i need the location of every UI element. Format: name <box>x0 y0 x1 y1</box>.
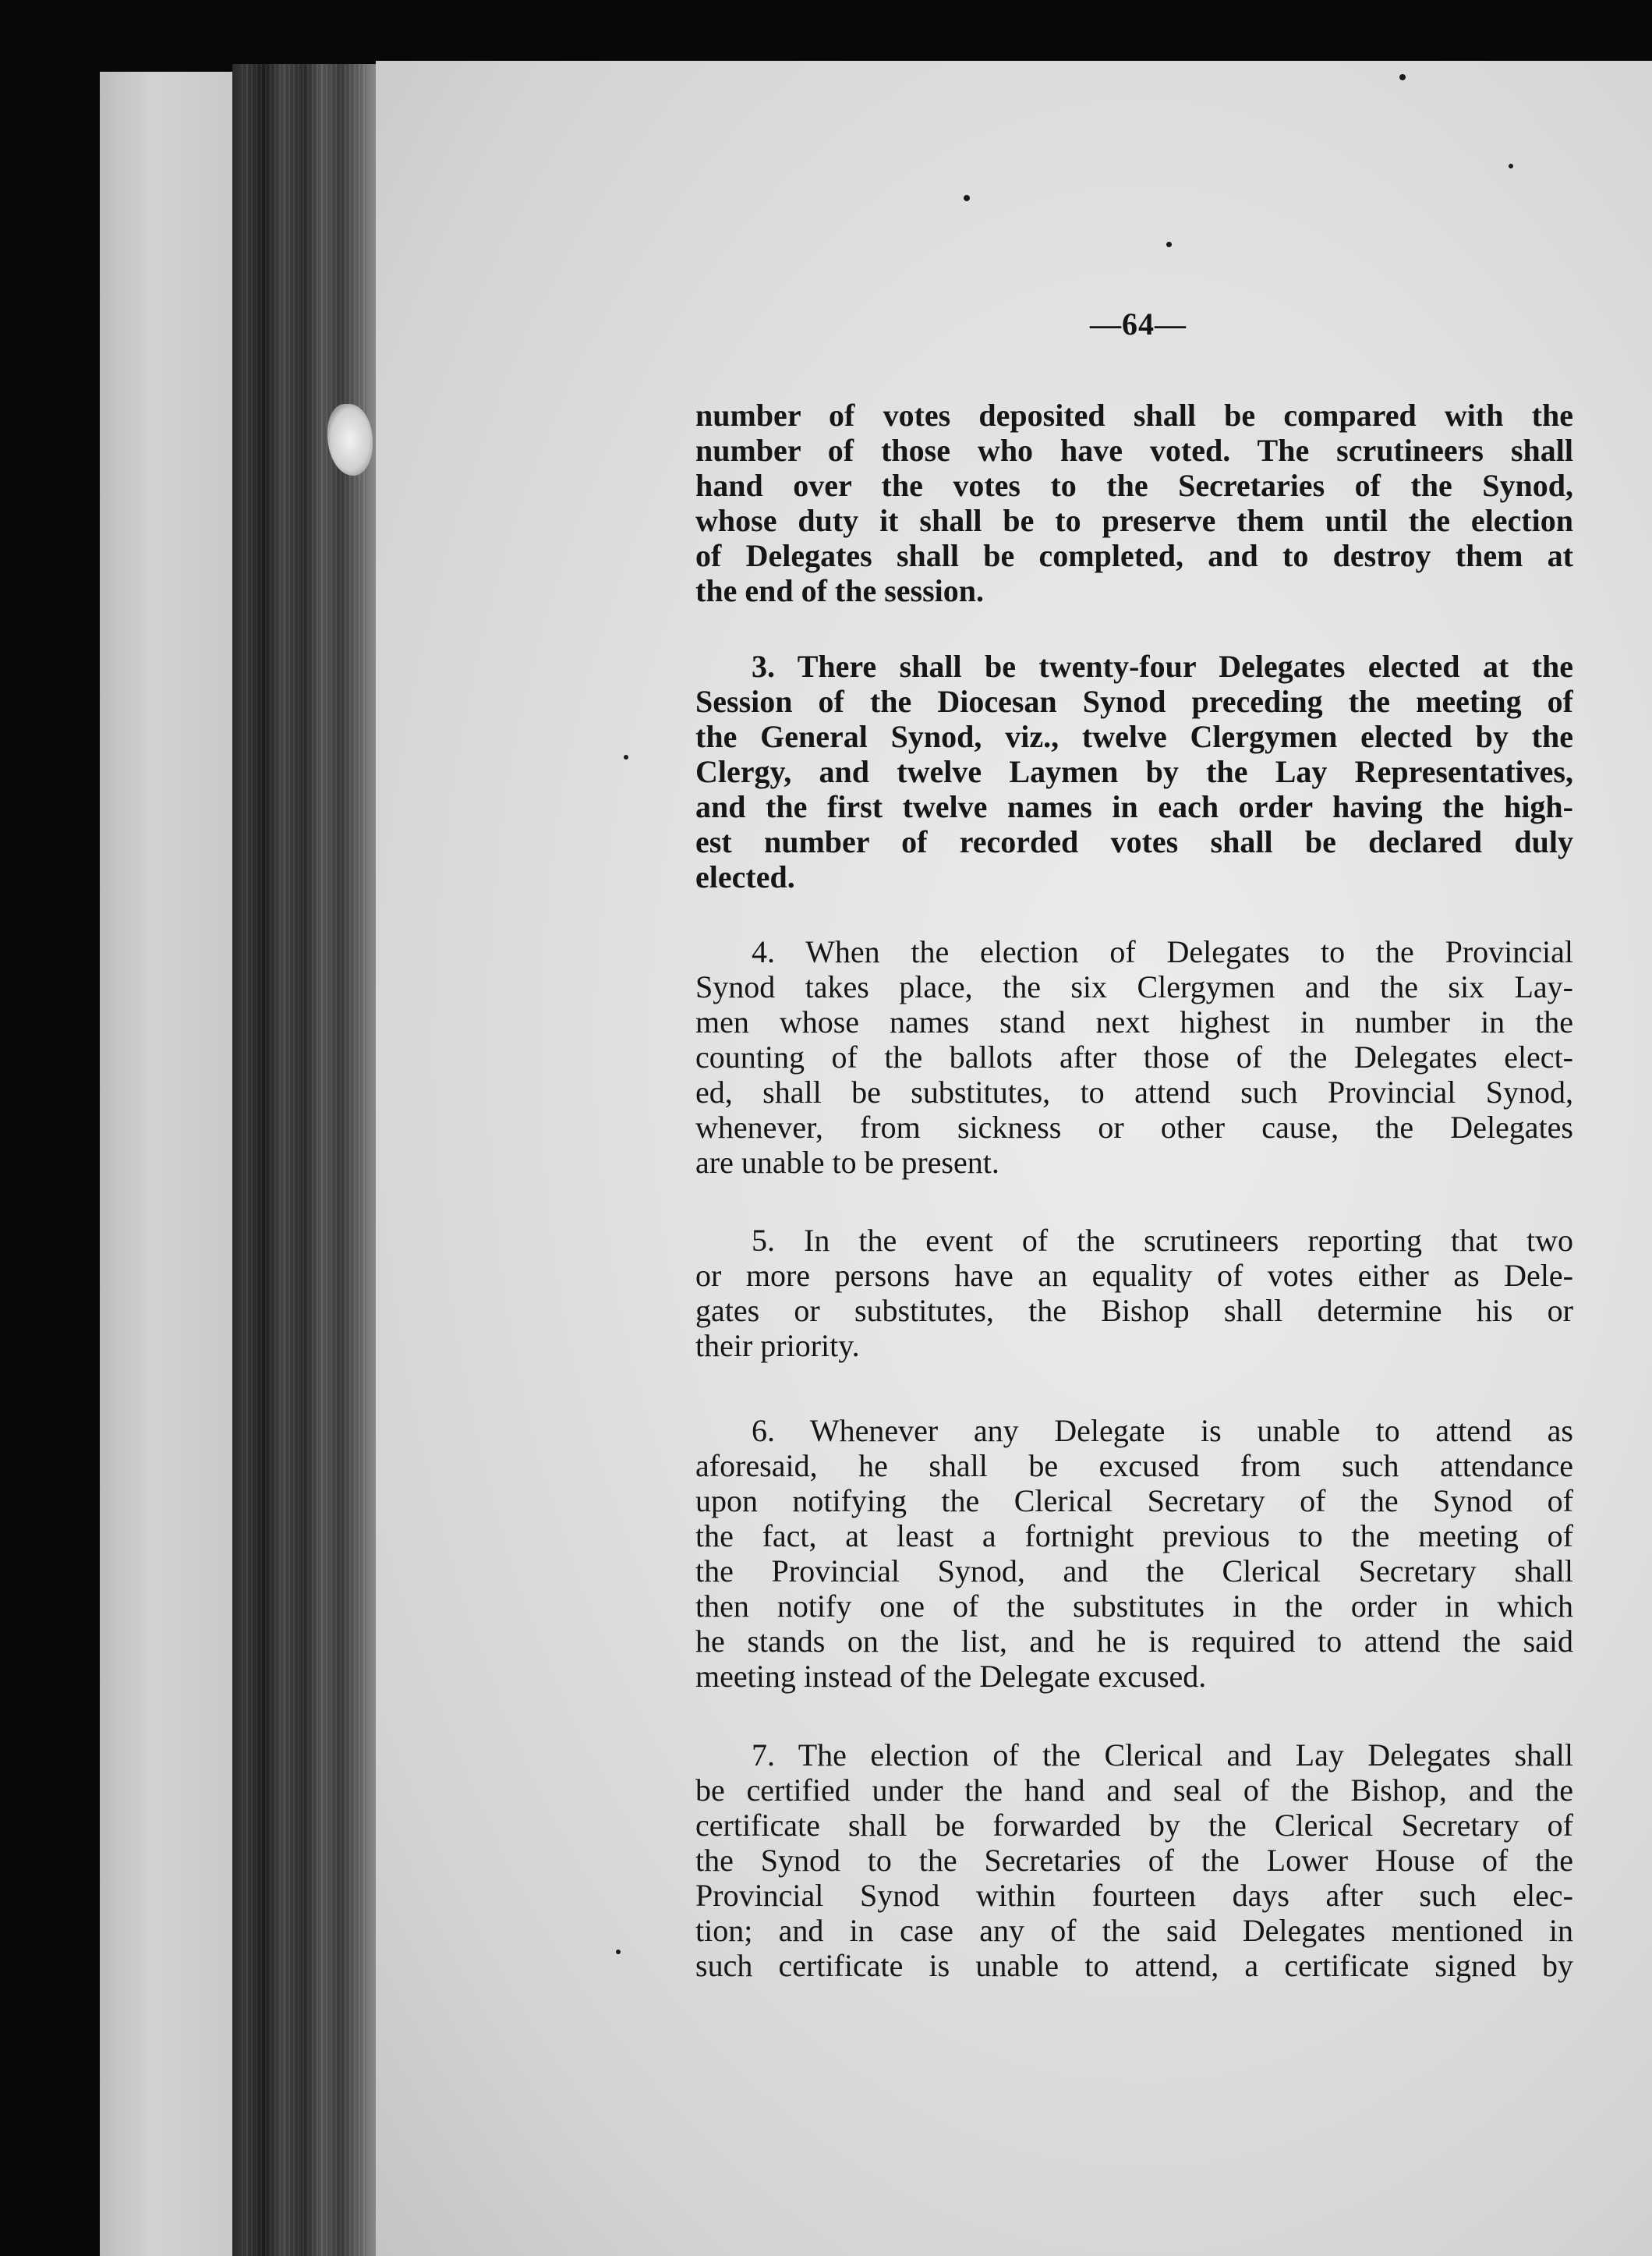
text-line: est number of recorded votes shall be declared duly <box>695 824 1573 859</box>
text-line: are unable to be present. <box>695 1145 999 1180</box>
text-line: aforesaid, he shall be excused from such attendance <box>695 1448 1573 1483</box>
text-line: men whose names stand next highest in number in the <box>695 1004 1573 1039</box>
dust-speck <box>624 755 628 760</box>
text-line: 7. The election of the Clerical and Lay Delegates shall <box>752 1737 1573 1773</box>
text-line: elected. <box>695 859 795 894</box>
text-line: number of votes deposited shall be compared with the <box>695 398 1573 433</box>
text-line: such certificate is unable to attend, a certificate signed by <box>695 1948 1573 1983</box>
page-number: —64— <box>1090 306 1187 342</box>
dust-speck <box>1399 74 1406 80</box>
text-line: the fact, at least a fortnight previous to the meeting of <box>695 1518 1573 1553</box>
text-line: Provincial Synod within fourteen days after such elec- <box>695 1878 1573 1913</box>
text-line: be certified under the hand and seal of the Bishop, and the <box>695 1773 1573 1808</box>
film-margin-strip <box>100 72 234 2256</box>
text-line: of Delegates shall be completed, and to destroy them at <box>695 538 1573 573</box>
text-line: whose duty it shall be to preserve them until the election <box>695 503 1573 538</box>
text-line: certificate shall be forwarded by the Clerical Secretary of <box>695 1808 1573 1843</box>
dust-speck <box>1509 164 1513 168</box>
text-line: 6. Whenever any Delegate is unable to attend as <box>752 1413 1573 1448</box>
text-line: 4. When the election of Delegates to the Provincial <box>752 934 1573 969</box>
paragraph-3 <box>695 649 1573 894</box>
text-line: hand over the votes to the Secretaries of the Synod, <box>695 468 1573 503</box>
dust-speck <box>964 195 970 201</box>
text-line: then notify one of the substitutes in the order in which <box>695 1588 1573 1624</box>
text-line: 3. There shall be twenty-four Delegates elected at the <box>752 649 1573 684</box>
paragraph-5 <box>695 1223 1573 1363</box>
text-line: Clergy, and twelve Laymen by the Lay Representatives, <box>695 754 1573 789</box>
text-line: 5. In the event of the scrutineers reporting that two <box>752 1223 1573 1258</box>
dust-speck <box>616 1950 621 1954</box>
paragraph-7 <box>695 1737 1573 1983</box>
paragraph-continuation <box>695 398 1573 608</box>
text-line: ed, shall be substitutes, to attend such Provincial Synod, <box>695 1075 1573 1110</box>
text-line: he stands on the list, and he is required to attend the said <box>695 1624 1573 1659</box>
text-line: number of those who have voted. The scrutineers shall <box>695 433 1573 468</box>
paragraph-6 <box>695 1413 1573 1694</box>
text-line: and the first twelve names in each order having the high- <box>695 789 1573 824</box>
text-line: Session of the Diocesan Synod preceding the meeting of <box>695 684 1573 719</box>
text-line: Synod takes place, the six Clergymen and the six Lay- <box>695 969 1573 1004</box>
text-line: meeting instead of the Delegate excused. <box>695 1659 1207 1694</box>
text-line: whenever, from sickness or other cause, the Delegates <box>695 1110 1573 1145</box>
paragraph-4 <box>695 934 1573 1180</box>
text-line: tion; and in case any of the said Delegates mentioned in <box>695 1913 1573 1948</box>
text-line: the end of the session. <box>695 573 985 608</box>
text-line: counting of the ballots after those of the Delegates elect- <box>695 1039 1573 1075</box>
text-line: upon notifying the Clerical Secretary of the Synod of <box>695 1483 1573 1518</box>
gutter-texture <box>242 64 366 2256</box>
text-line: gates or substitutes, the Bishop shall determine his or <box>695 1293 1573 1328</box>
text-line: the General Synod, viz., twelve Clergymen elected by the <box>695 719 1573 754</box>
dust-speck <box>1166 242 1172 247</box>
text-line: the Provincial Synod, and the Clerical Secretary shall <box>695 1553 1573 1588</box>
text-line: the Synod to the Secretaries of the Lower House of the <box>695 1843 1573 1878</box>
text-line: or more persons have an equality of votes either as Dele- <box>695 1258 1573 1293</box>
text-line: their priority. <box>695 1328 860 1363</box>
